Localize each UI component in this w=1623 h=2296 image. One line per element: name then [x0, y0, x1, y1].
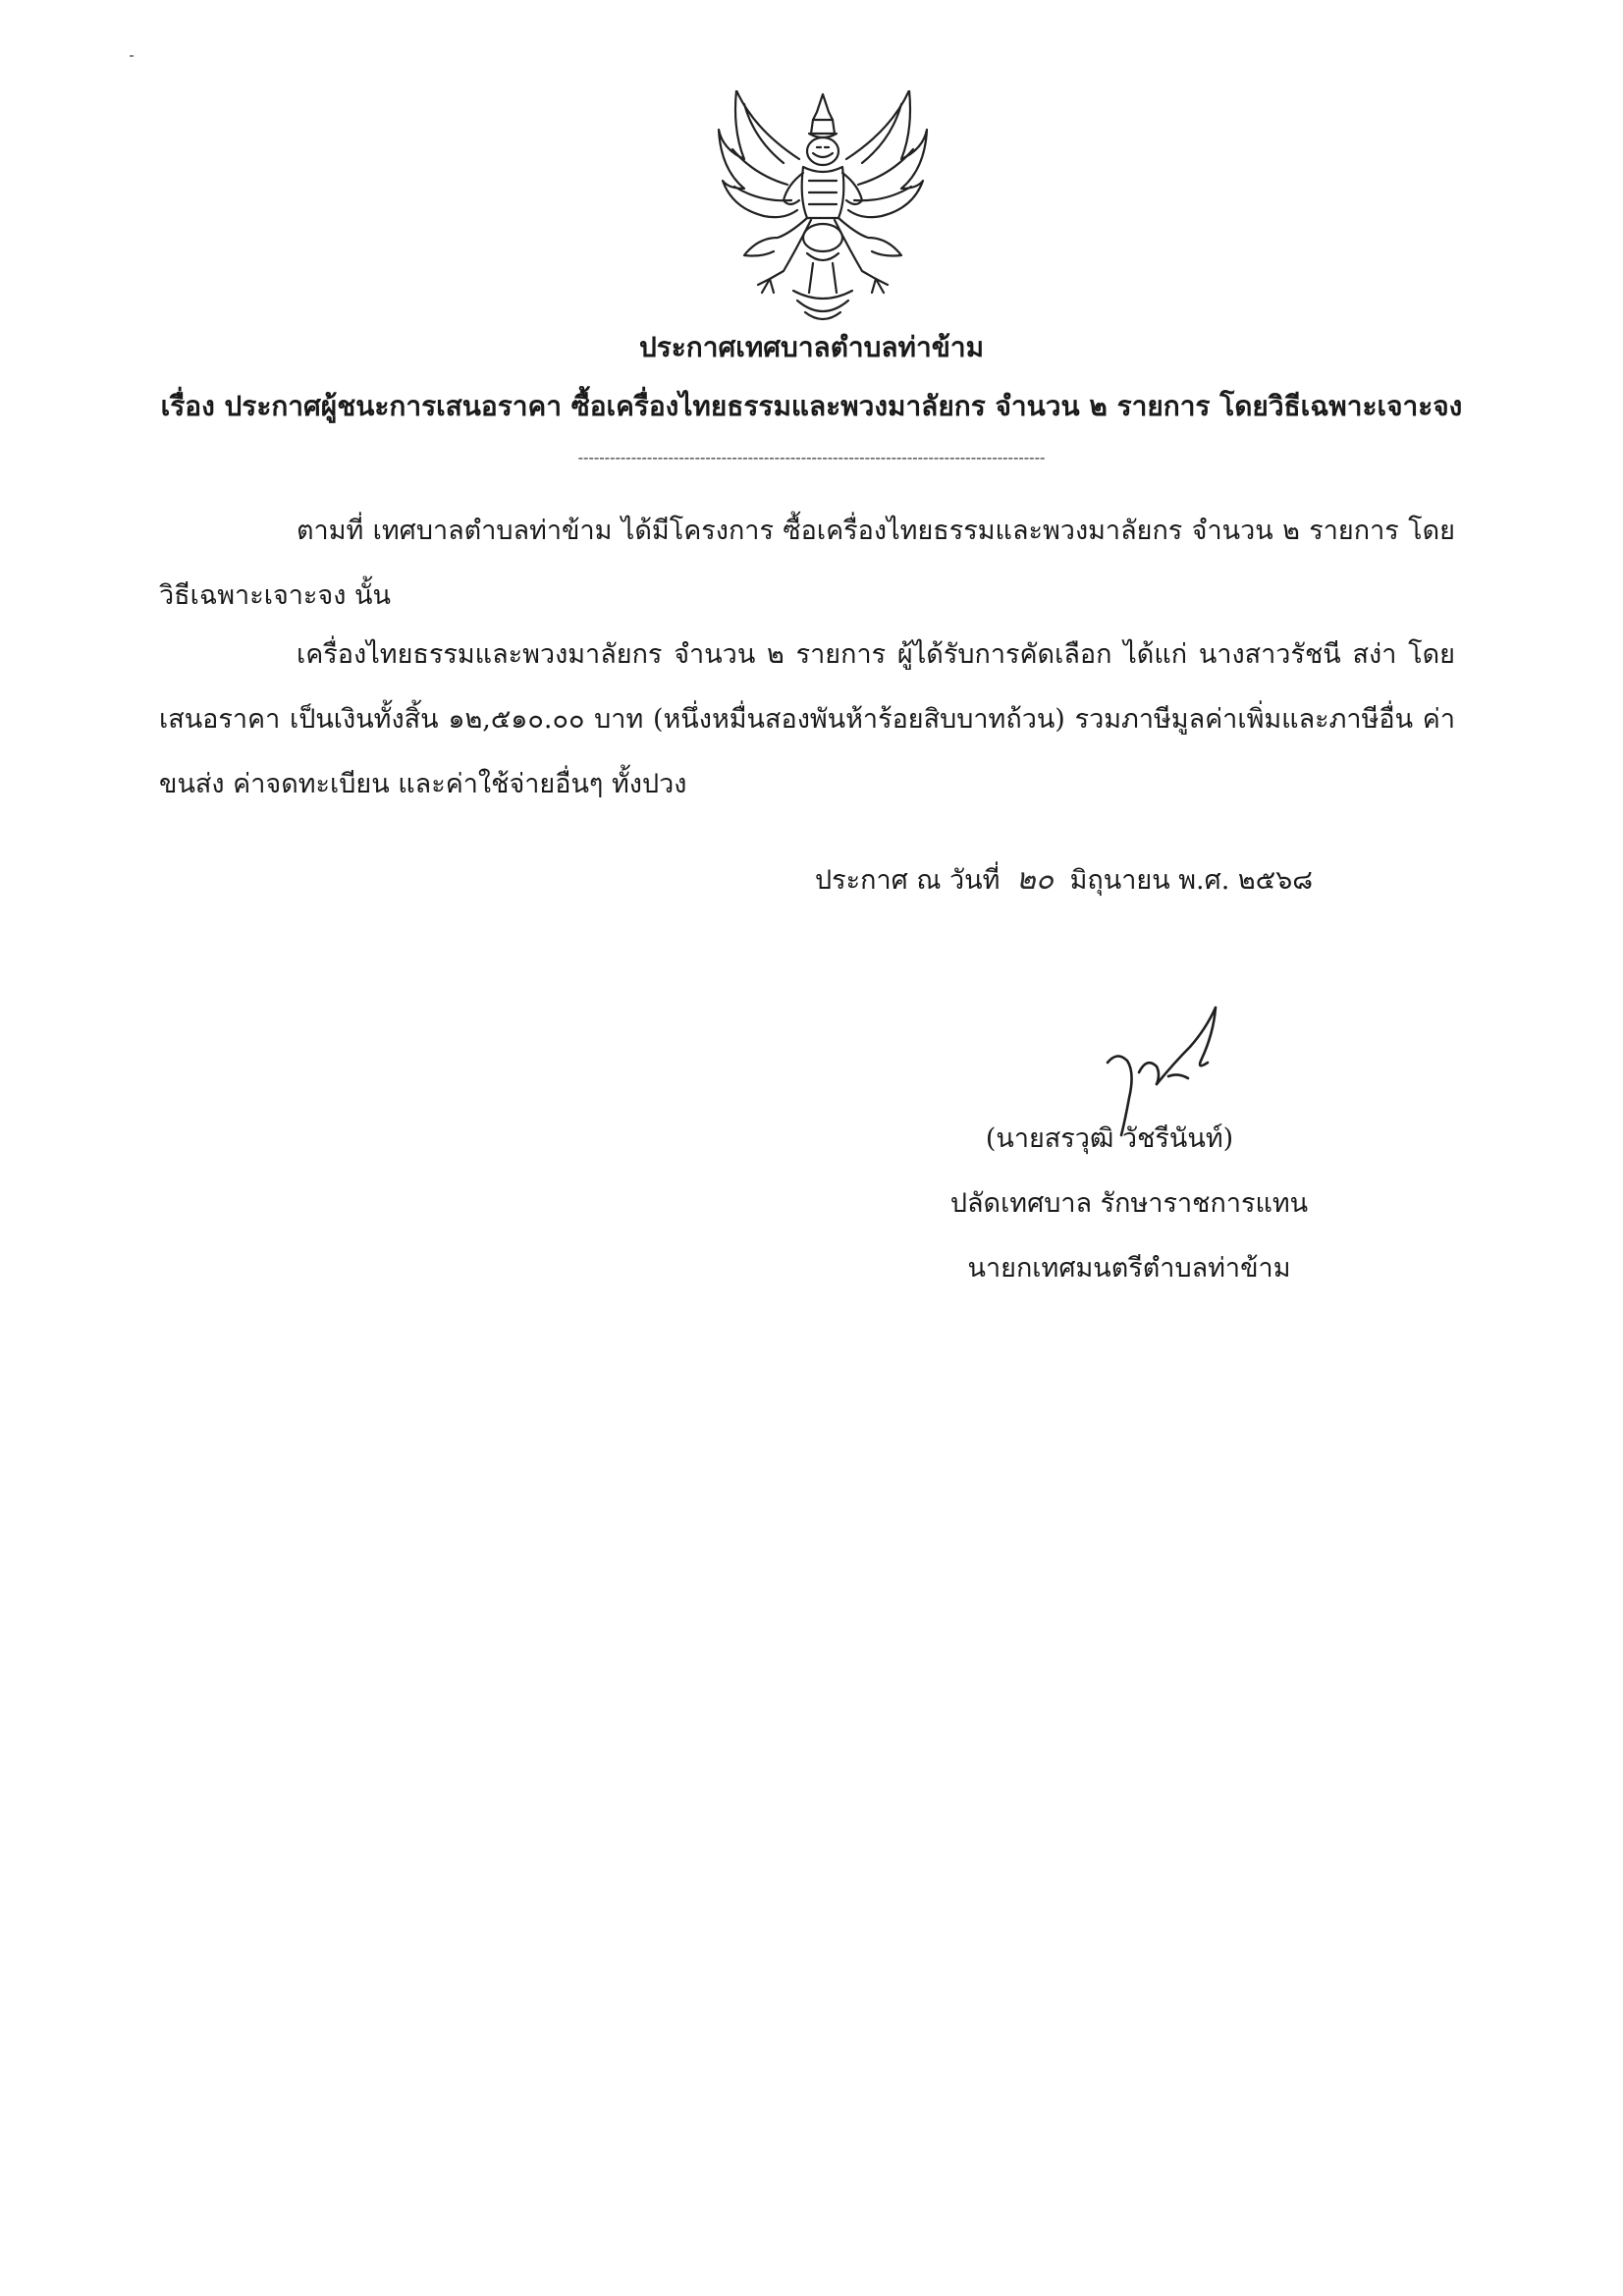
garuda-emblem-icon [715, 90, 931, 326]
announcement-date [815, 860, 1313, 901]
body-paragraph-2: เครื่องไทยธรรมและพวงมาลัยกร จำนวน ๒ รายการ ผู้ได้รับการคัดเลือก ได้แก่ นางสาวรัชนี สง่า โดยเสนอราคา เป็นเงินทั้งสิ้น ๑๒,๕๑๐.๐๐ บาท (หนึ่งหมื่นสองพันห้าร้อยสิบบาทถ้วน) รวมภาษีมูลค่าเพิ่มและภาษีอื่น ค่าขนส่ง ค่าจดทะเบียน และค่าใช้จ่ายอื่นๆ ทั้งปวง [159, 639, 1455, 799]
date-day-handwritten: ๒๐ [1015, 862, 1055, 897]
signatory-position-2: นายกเทศมนตรีตำบลท่าข้าม [967, 1253, 1291, 1284]
title-divider: ---------------------------------------------------------------------------------------- [577, 448, 1046, 466]
date-prefix: ประกาศ ณ วันที่ [815, 865, 1001, 896]
signatory-position-1: ปลัดเทศบาล รักษาราชการแทน [949, 1188, 1309, 1219]
scan-speck [130, 55, 134, 57]
announcement-title: ประกาศเทศบาลตำบลท่าข้าม [638, 331, 985, 363]
signatory-name: (นายสรวุฒิ วัชรีนันท์) [985, 1123, 1234, 1154]
body-paragraph-1: ตามที่ เทศบาลตำบลท่าข้าม ได้มีโครงการ ซื้อเครื่องไทยธรรมและพวงมาลัยกร จำนวน ๒ รายการ โดยวิธีเฉพาะเจาะจง นั้น [159, 516, 1455, 611]
announcement-subject: เรื่อง ประกาศผู้ชนะการเสนอราคา ซื้อเครื่องไทยธรรมและพวงมาลัยกร จำนวน ๒ รายการ โดยวิธีเฉพาะเจาะจง [160, 390, 1463, 422]
date-suffix: มิถุนายน พ.ศ. ๒๕๖๘ [1069, 865, 1314, 896]
